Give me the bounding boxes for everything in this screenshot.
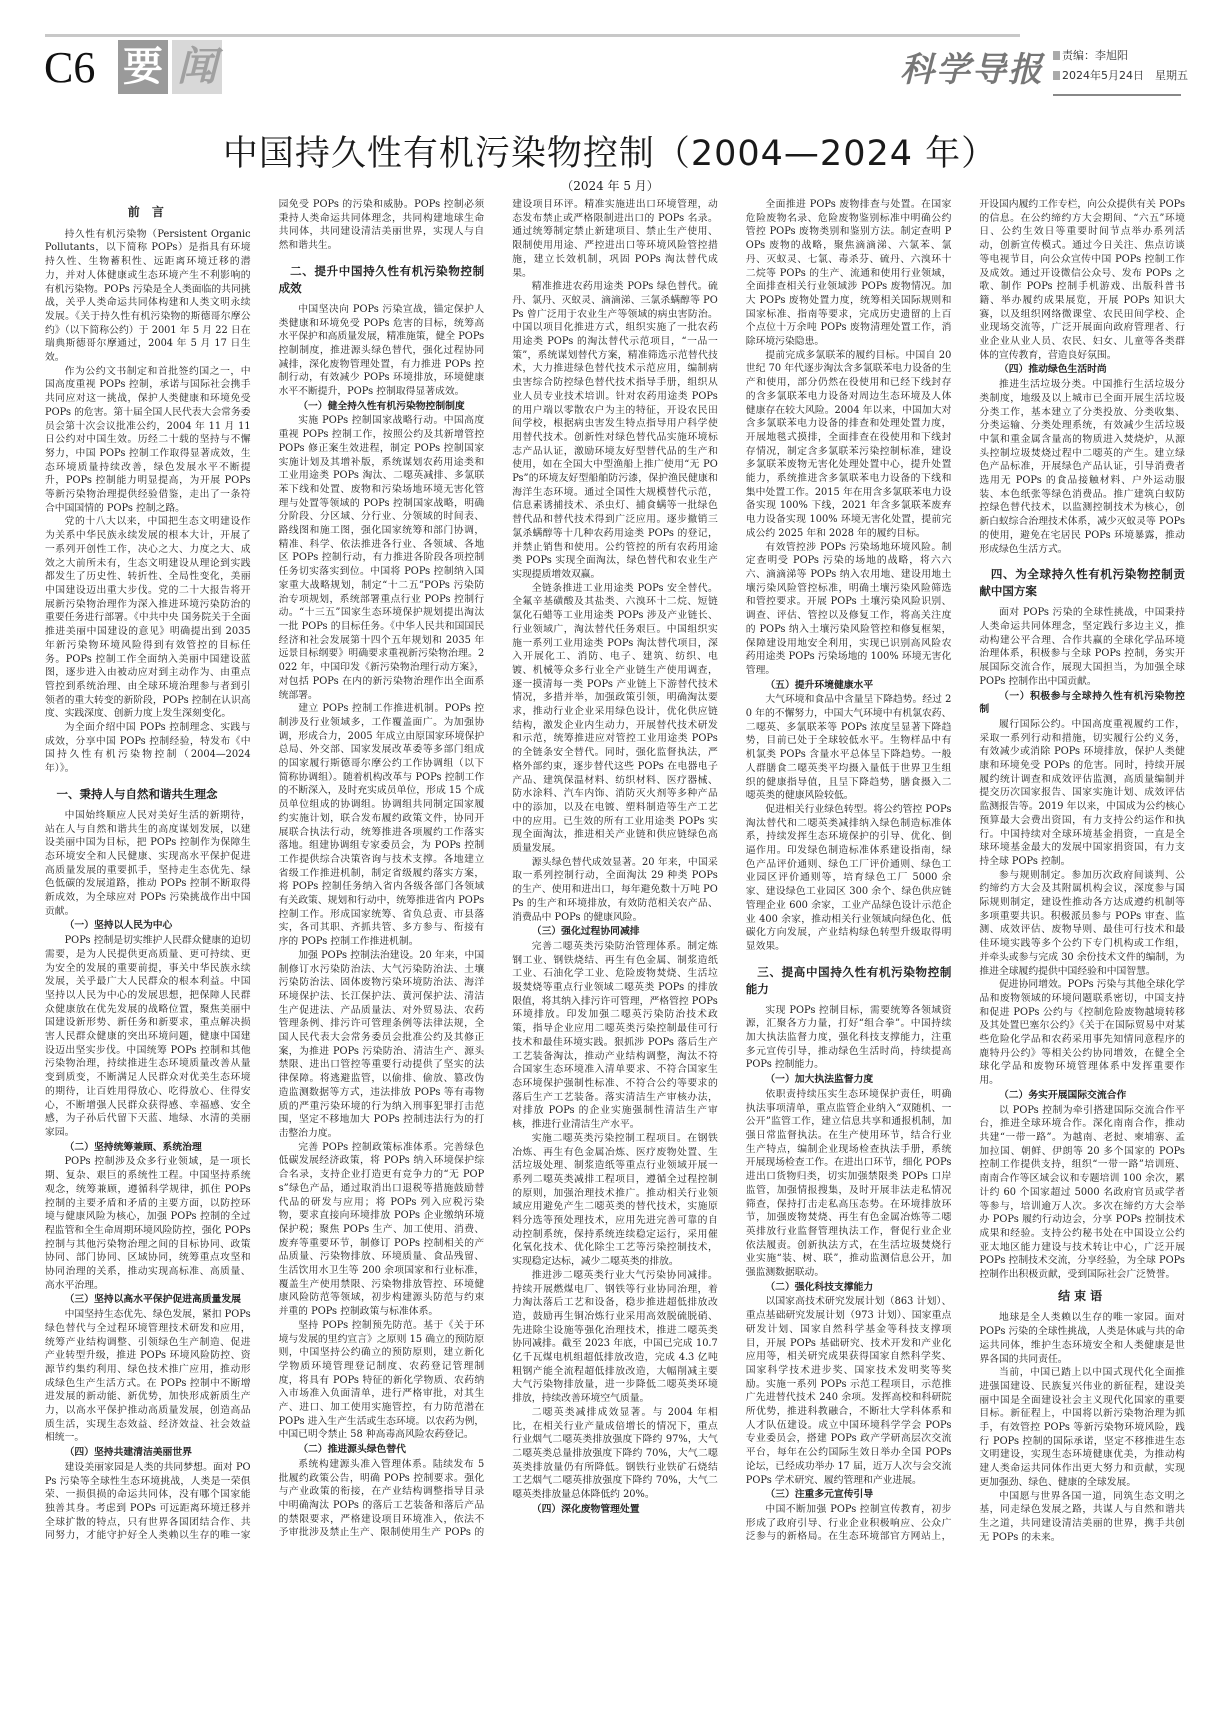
subsection-heading: （二）强化科技支撑能力 bbox=[765, 1281, 874, 1293]
header-rule bbox=[45, 34, 1020, 37]
subsection-heading: （二）推进源头绿色替代 bbox=[298, 1444, 406, 1456]
section-heading: 二、提升中国持久性有机污染物控制成效 bbox=[278, 263, 485, 295]
paragraph: 为全面介绍中国 POPs 控制理念、实践与成效，分享中国 POPs 控制经验，特发布《中国持久性有机污染物控制（2004—2024 年）》。 bbox=[45, 722, 251, 775]
square-bullet-icon bbox=[1053, 71, 1060, 80]
subsection-heading: （二）务实开展国际交流合作 bbox=[998, 1089, 1127, 1101]
editor: 责编：李旭阳 bbox=[1062, 49, 1128, 62]
paragraph: 当前，中国已踏上以中国式现代化全面推进强国建设、民族复兴伟业的新征程，建设美丽中国是全面建设社会主义现代化国家的重要目标。新征程上，中国将以新污染物治理为抓手，有效管控 POPs 等新污染物环境风险，践行 POPs 控制的国际承诺，坚定不移推进生态文明建设，实现生态环境健康优美，为推动构建人类命运共同体作出更大努力和贡献，实现更加强劲、绿色、健康的全球发展。 bbox=[979, 1367, 1185, 1488]
paragraph: 党的十八大以来，中国把生态文明建设作为关系中华民族永续发展的根本大计，开展了一系列开创性工作，决心之大、力度之大、成效之大前所未有，生态文明建设从理论到实践都发生了历史性、转折性、全局性变化，美丽中国建设迈出重大步伐。党的二十大报告将开展新污染物治理作为深入推进环境污染防治的重要任务进行部署。《中共中央 国务院关于全面推进美丽中国建设的意见》明确提出到 2035 年新污染物环境风险得到有效管控的目标任务。POPs 控制工作全面纳入美丽中国建设蓝图，逐步进入由被动应对到主动作为、由重点管控到系统治理、由全球环境治理参与者到引领者的重大转变的新阶段，POPs 控制在认识高度、实践深度、创新力度上发生深刻变化。 bbox=[45, 516, 251, 720]
paragraph: 促进协同增效。POPs 污染与其他全球化学品和废物领域的环境问题联系密切，中国支持和促进 POPs 公约与《控制危险废物越境转移及其处置巴塞尔公约》《关于在国际贸易中对某些危险化学品和农药采用事先知情同意程序的鹿特丹公约》等相关公约协同增效，在健全全球化学品和废物环境管理体系中发挥重要作用。 bbox=[979, 979, 1185, 1087]
article-body bbox=[45, 198, 1185, 1544]
paragraph: 大气环境和食品中含量呈下降趋势。经过 20 年的不懈努力，中国大气环境中有机氯农药、二噁英、多氯联苯等 POPs 浓度呈显著下降趋势，目前已处于全球较低水平。生物样品中有机氯类 POPs 含量水平总体呈下降趋势。一般人群膳食二噁英类平均摄入量低于世界卫生组织的健康指导值，且呈下降趋势，膳食摄入二噁英类的健康风险较低。 bbox=[745, 694, 952, 802]
paragraph: 中国始终顺应人民对美好生活的新期待，站在人与自然和谐共生的高度谋划发展，以建设美丽中国为目标，把 POPs 控制作为保障生态环境安全和人民健康、实现高水平保护促进高质量发展的重要抓手，坚持走生态优先、绿色低碳的发展道路，推动 POPs 控制不断取得新成效，为全球应对 POPs 污染挑战作出中国贡献。 bbox=[45, 809, 251, 917]
paragraph: 二噁英类减排成效显著。与 2004 年相比，在相关行业产量成倍增长的情况下，重点行业烟气二噁英类排放强度下降约 97%，大气二噁英类总量排放强度下降约 70%，大气二噁英类排放量仍有所降低。钢铁行业铁矿石烧结工艺烟气二噁英排放强度下降约 70%，大气二噁英类排放量总体降低约 20%。 bbox=[512, 1406, 718, 1501]
paragraph: 全链条推进工业用途类 POPs 安全替代。全氟辛基磺酸及其盐类、六溴环十二烷、短链氯化石蜡等工业用途类 POPs 涉及产业链长、行业领域广，淘汰替代任务艰巨。中国组织实施一系列工业用途类 POPs 淘汰替代项目，深入开展化工、消防、电子、建筑、纺织、电镀、机械等众多行业全产业链生产使用调查，逐一摸清每一类 POPs 产业链上下游替代技术情况，多措并举，加强政策引领，明确淘汰要求，推动行业企业采用绿色设计，优化供应链结构，激发企业内生动力，开展替代技术研发和示范，统筹推进应对管控工业用途类 POPs 的全链条安全替代。同时，强化监督执法，严格外部约束，逐步替代这些 POPs 在电器电子产品、建筑保温材料、纺织材料、医疗器械、防水涂料、汽车内饰、消防灭火剂等多种产品中的添加，以及在电镀、塑料制造等生产工艺中的应用。已生效的所有工业用途类 POPs 实现全面淘汰，推进相关产业链和供应链绿色高质量发展。 bbox=[512, 582, 718, 855]
subsection-heading: （一）积极参与全球持久性有机污染物控制 bbox=[979, 690, 1185, 716]
paragraph: 实施 POPs 控制国家战略行动。中国高度重视 POPs 控制工作，按照公约及其新增管控 POPs 修正案生效进程，制定 POPs 控制国家实施计划及其增补版，系统谋划农药用途类和工业用途类 POPs 淘汰、二噁英减排、多氯联苯下线和处置、废物和污染场地环境无害化管理与处置等领域的 POPs 控制国家战略，明确分阶段、分区域、分行业、分领域的时间表、路线图和施工图，强化国家统筹和部门协调，精准、科学、依法推进各行业、各领域、各地区 POPs 控制行动，有力推进各阶段各项控制任务切实落实到位。中国将 POPs 控制纳入国家重大战略规划，制定“十二五”POPs 污染防治专项规划，系统部署重点行业 POPs 控制行动。“十三五”国家生态环境保护规划提出淘汰一批 POPs 的目标任务。《中华人民共和国国民经济和社会发展第十四个五年规划和 2035 年远景目标纲要》明确要求重视新污染物治理。2022 年，中国印发《新污染物治理行动方案》，对包括 POPs 在内的新污染物治理作出全面系统部署。 bbox=[278, 415, 485, 701]
paragraph: 有效管控涉 POPs 污染场地环境风险。制定查明受 POPs 污染的场地的战略，将六六六、滴滴涕等 POPs 纳入农用地、建设用地土壤污染风险管控标准，明确土壤污染风险筛选和管控要求。开展 POPs 土壤污染风险识别、调查、评估、管控以及修复工作，将高关注度的 POPs 纳入土壤污染风险管控和修复框架，保障建设用地安全利用，实现已识别高风险农药用途类 POPs 污染场地的 100% 环境无害化管理。 bbox=[745, 541, 952, 676]
subsection-heading: （一）健全持久性有机污染物控制制度 bbox=[298, 400, 465, 412]
paragraph: 持久性有机污染物（Persistent Organic Pollutants，以下简称 POPs）是指具有环境持久性、生物蓄积性、远距离环境迁移的潜力，并对人体健康或生态环境产生不利影响的有机污染物。POPs 污染是全人类面临的共同挑战，关乎人类命运共同体构建和人类文明永续发展。《关于持久性有机污染物的斯德哥尔摩公约》（以下简称公约）于 2001 年 5 月 22 日在瑞典斯德哥尔摩通过，2004 年 5 月 17 日生效。 bbox=[45, 228, 251, 364]
paragraph: 建设美丽家园是人类的共同梦想。面对 POPs 污染等全球性生态环境挑战，人类是一荣俱荣、一损俱损的命运共同体，没有哪个国家能独善其身。考虑到 POPs 可远距离环境迁移并全球扩散的特点，只有世界各国团结合作、共同努力，才能守护好全人类赖以生存的唯一家园免受 POPs 的污染和威胁。POPs 控制必须秉持人类命运共同体理念，共同构建地球生命共同体，共同建设清洁美丽世界，实现人与自然和谐共生。 bbox=[45, 199, 485, 1542]
subsection-heading: （四）坚持共建清洁美丽世界 bbox=[64, 1447, 192, 1459]
square-bullet-icon bbox=[1053, 51, 1060, 60]
paragraph: POPs 控制是切实维护人民群众健康的迫切需要，是为人民提供更高质量、更可持续、更为安全的发展的重要前提，事关中华民族永续发展，关乎最广大人民群众的根本利益。中国坚持以人民为中心的发展思想，把保障人民群众健康放在优先发展的战略位置，聚焦美丽中国建设新形势、新任务和新要求，重点解决损害人民群众健康的突出环境问题，健康中国建设迈出坚实步伐。中国统筹 POPs 控制和其他污染物治理，持续推进生态环境质量改善从量变到质变，不断满足人民群众对优美生态环境的期待，让百姓用得放心、吃得放心、住得安心，不断增强人民群众获得感、幸福感、安全感，为子孙后代留下天蓝、地绿、水清的美丽家园。 bbox=[45, 935, 251, 1138]
paragraph: 建立 POPs 控制工作推进机制。POPs 控制涉及行业领域多，工作覆盖面广。为加强协调，形成合力，2005 年成立由原国家环境保护总局、外交部、国家发展改革委等多部门组成的国家履行斯德哥尔摩公约工作协调组（以下简称协调组）。随着机构改革与 POPs 控制工作的不断深入，及时充实成员单位，形成 15 个成员单位组成的协调组。协调组共同制定国家履约实施计划，联合发布履约政策文件，协同开展联合执法行动，统筹推进各项履约工作落实落地。组建协调组专家委员会，为 POPs 控制工作提供综合决策咨询与技术支撑。各地建立省级工作推进机制，制定省级履约落实方案，将 POPs 控制任务纳入省内各级各部门各领域有关政策、规划和行动中，统筹推进省内 POPs 控制工作。形成国家统筹、省负总责、市县落实，各司其职、齐抓共管、多方参与、衔接有序的 POPs 控制工作推进机制。 bbox=[278, 703, 485, 948]
paragraph: 履行国际公约。中国高度重视履约工作，采取一系列行动和措施，切实履行公约义务，有效减少或消除 POPs 环境排放，保护人类健康和环境免受 POPs 的危害。同时，持续开展履约统计调查和成效评估监测，高质量编制并提交历次国家报告、国家实施计划、成效评估监测报告等。2019 年以来，中国成为公约核心预算最大会费出资国，有力支持公约运作和执行。中国持续对全球环境基金捐资，一直是全球环境基金最大的发展中国家捐资国，有力支持全球 POPs 控制。 bbox=[979, 718, 1185, 867]
article-date: （2024 年 5 月） bbox=[561, 179, 659, 193]
subsection-heading: （三）坚持以高水平保护促进高质量发展 bbox=[64, 1294, 241, 1306]
subsection-heading: （四）深化废物管理处置 bbox=[531, 1503, 640, 1515]
paragraph: 坚持 POPs 控制预先防范。基于《关于环境与发展的里约宣言》之原则 15 确立的预防原则，中国坚持公约确立的预防原则，建立新化学物质环境管理登记制度、农药登记管理制度，将具有 POPs 特征的新化学物质、农药纳入市场准入负面清单，进行严格审批，对其生产、进口、加工使用实施管控，有力防范潜在 POPs 进入生产生活或生态环境。以农药为例，中国已明令禁止 58 种高毒高风险农药登记。 bbox=[278, 1319, 485, 1441]
paragraph: 作为公约文书制定和首批签约国之一，中国高度重视 POPs 控制，承诺与国际社会携手共同应对这一挑战，保护人类健康和环境免受 POPs 的危害。第十届全国人民代表大会常务委员会第十次会议批准公约，2004 年 11 月 11 日公约对中国生效。历经二十载的坚持与不懈努力，中国 POPs 控制工作取得显著成效，生态环境质量持续改善，绿色发展水平不断提升，POPs 控制能力明显提高，为开展 POPs 等新污染物治理提供经验借鉴，走出了一条符合中国国情的 POPs 控制之路。 bbox=[45, 365, 251, 514]
paragraph: 实现 POPs 控制目标，需要统筹各领域资源，汇聚各方力量，打好“组合拳”。中国持续加大执法监督力度，强化科技支撑能力，注重多元宣传引导，推动绿色生活时尚，持续提高 POPs 控制能力。 bbox=[745, 1004, 952, 1071]
subsection-heading: （一）坚持以人民为中心 bbox=[64, 920, 173, 932]
subsection-heading: （二）坚持统筹兼顾、系统治理 bbox=[64, 1141, 202, 1153]
paragraph: 推进涉二噁英类行业大气污染协同减排。持续开展燃煤电厂、钢铁等行业协同治理，着力淘汰落后工艺和设备，稳步推进超低排放改造，鼓励再生铜冶炼行业采用高效脱硫脱硝、先进除尘设施等强化治理技术，推进二噁英类协同减排。截至 2023 年底，中国已完成 10.7 亿千瓦煤电机组超低排放改造，完成 4.3 亿吨粗钢产能全流程超低排放改造，大幅削减主要大气污染物排放量，进一步降低二噁英类环境排放，持续改善环境空气质量。 bbox=[512, 1269, 718, 1405]
paragraph: 实施二噁英类污染控制工程项目。在钢铁冶炼、再生有色金属冶炼、医疗废物处置、生活垃圾处理、制浆造纸等重点行业领域开展一系列二噁英类减排工程项目，遵循全过程控制的原则，加强治理技术推广。推动相关行业领域应用避免产生二噁英类的替代技术，实施原料分选等预处理技术，应用先进完善可靠的自动控制系统，保持系统连续稳定运行，采用催化氧化技术、优化除尘工艺等污染控制技术，实现稳定达标，减少二噁英类的排放。 bbox=[512, 1132, 718, 1268]
masthead-meta bbox=[1053, 46, 1193, 86]
meta-rule bbox=[1053, 94, 1181, 96]
paragraph: 中国愿与世界各国一道，同筑生态文明之基，同走绿色发展之路，共谋人与自然和谐共生之道，共同建设清洁美丽的世界，携手共创无 POPs 的未来。 bbox=[979, 1490, 1185, 1543]
subsection-heading: （一）加大执法监督力度 bbox=[765, 1074, 874, 1086]
subsection-heading: （四）推动绿色生活时尚 bbox=[998, 364, 1107, 376]
paragraph: 源头绿色替代成效显著。20 年来，中国采取一系列控制行动，全面淘汰 29 种类 POPs 的生产、使用和进出口，每年避免数十万吨 POPs 的生产和环境排放，有效防范相关农产品、消费品中 POPs 的健康风险。 bbox=[512, 856, 718, 923]
section-heading: 四、为全球持久性有机污染物控制贡献中国方案 bbox=[979, 567, 1185, 599]
paragraph: 提前完成多氯联苯的履约目标。中国自 20 世纪 70 年代逐步淘汰含多氯联苯电力设备的生产和使用，部分仍然在役使用和已经下线封存的含多氯联苯电力设备对周边生态环境及人体健康存在较大风险。2004 年以来，中国加大对含多氯联苯电力设备的排查和处理处置力度，开展地毯式摸排，全面排查在役使用和下线封存情况，制定含多氯联苯污染控制标准，建设多氯联苯废物无害化处理处置中心，提升处置能力，系统推进含多氯联苯电力设备的下线和集中处置工作。2015 年在用含多氯联苯电力设备实现 100% 下线，2021 年含多氯联苯废弃电力设备实现 100% 环境无害化处置，提前完成公约 2025 年和 2028 年的履约目标。 bbox=[745, 349, 952, 539]
paragraph: 完善二噁英类污染防治管理体系。制定炼钢工业、钢铁烧结、再生有色金属、制浆造纸工业、石油化学工业、危险废物焚烧、生活垃圾焚烧等重点行业领域二噁英类 POPs 的排放限值，将其纳入排污许可管理，严格管控 POPs 环境排放。印发加强二噁英污染防治技术政策，指导企业应用二噁英类污染控制最佳可行技术和最佳环境实践。狠抓涉 POPs 落后生产工艺装备淘汰，推动产业结构调整，淘汰不符合国家生态环境准入清单要求、不符合国家生态环境保护强制性标准、不符合公约等要求的落后生产工艺装备。落实清洁生产审核办法，对排放 POPs 的企业实施强制性清洁生产审核，推进行业清洁生产水平。 bbox=[512, 940, 718, 1131]
newspaper-logo: 科学导报 bbox=[900, 50, 1044, 90]
paragraph: 中国坚持生态优先、绿色发展，紧扣 POPs 绿色替代与全过程环境管理技术研发和应用，统筹产业结构调整、引领绿色生产制造、促进产业转型升级，推进 POPs 环境风险防控、资源节约集约利用、绿色技术推广应用，推动形成绿色生产生活方式。在 POPs 控制中不断增进发展的新动能、新优势，加快形成新质生产力，以高水平保护推动高质量发展，创造高品质生活，实现生态效益、经济效益、社会效益相统一。 bbox=[45, 1309, 251, 1444]
subsection-heading: （三）强化过程协同减排 bbox=[531, 926, 640, 938]
section-heading: 结束语 bbox=[1058, 1288, 1107, 1303]
paragraph: 参与规则制定。参加历次政府间谈判、公约缔约方大会及其附属机构会议，深度参与国际规则制定，建设性推动各方达成遵约机制等多项重要共识。积极派员参与 POPs 审查、监测、成效评估、废物导则、最佳可行技术和最佳环境实践等多个公约下专门机构或工作组，并牵头或参与完成 30 余份技术文件的编制，为推进全球履约提供中国经验和中国智慧。 bbox=[979, 869, 1185, 977]
paragraph: 精准推进农药用途类 POPs 绿色替代。硫丹、氯丹、灭蚁灵、滴滴涕、三氯杀螨醇等 POPs 曾广泛用于农业生产等领域的病虫害防治。中国以项目化推进方式，组织实施了一批农药用途类 POPs 的淘汰替代示范项目，“一品一策”，系统谋划替代方案，精准筛选示范替代技术，大力推进绿色替代技术示范应用，编制病虫害综合防控绿色替代技术指导手册，组织从业人员专业技术培训。针对农药用途类 POPs 的用户端以零散农户为主的特征，开设农民田间学校，根据病虫害发生特点指导用户科学使用替代技术。创新性对绿色替代品实施环境标志产品认证，激励环境友好型替代品的生产和使用，如在全国大中型渔船上推广使用“无 POPs”的环境友好型船舶防污漆，保护渔民健康和海洋生态环境。通过全国性大规模替代示范，信息素诱捕技术、杀虫灯、捕食螨等一批绿色替代品和替代技术得到广泛应用。逐步撤销三氯杀螨醇等十几种农药用途类 POPs 的登记，并禁止销售和使用。公约管控的所有农药用途类 POPs 实现全面淘汰，绿色替代和农业生产实现提质增效双赢。 bbox=[512, 281, 718, 580]
section-label bbox=[118, 40, 222, 94]
section-char-2: 闻 bbox=[172, 40, 222, 94]
paragraph: 中国不断加强 POPs 控制宣传教育，初步形成了政府引导、行业企业积极响应、公众广泛参与的新格局。在生态环境部官方网站上，开设国内履约工作专栏，向公众提供有关 POPs 的信息。在公约缔约方大会期间、“六五”环境日、公约生效日等重要时间节点举办系列活动，创新宣传模式。通过今日关注、焦点访谈等电视节目，向公众宣传中国 POPs 控制工作及成效。通过开设微信公众号、发布 POPs 之歌、制作 POPs 控制手机游戏、出版科普书籍、举办履约成果展览，开展 POPs 知识大赛，以及组织网络微课堂、农民田间学校、企业现场交流等，广泛开展面向政府管理者、行业企业从业人员、农民、妇女、儿童等各类群体的宣传教育，营造良好氛围。 bbox=[745, 199, 1185, 1543]
paragraph: 加强 POPs 控制法治建设。20 年来，中国制修订水污染防治法、大气污染防治法、土壤污染防治法、固体废物污染环境防治法、海洋环境保护法、长江保护法、黄河保护法、清洁生产促进法、产品质量法、对外贸易法、农药管理条例、排污许可管理条例等法律法规，全国人民代表大会常务委员会批准公约及其修正案，为推进 POPs 污染防治、清洁生产、源头禁限、进出口管控等重要行动提供了坚实的法律保障。将逃避监管，以偷排、偷放、篡改伪造监测数据等方式，违法排放 POPs 等有毒物质的严重污染环境的行为纳入刑事犯罪打击范围，坚定不移地加大 POPs 控制违法行为的打击整治力度。 bbox=[278, 949, 485, 1139]
paragraph: 面对 POPs 污染的全球性挑战，中国秉持人类命运共同体理念，坚定践行多边主义，推动构建公平合理、合作共赢的全球化学品环境治理体系，积极参与全球 POPs 控制，务实开展国际交流合作，展现大国担当，为加强全球 POPs 控制作出中国贡献。 bbox=[979, 607, 1185, 687]
page-number: C6 bbox=[44, 43, 96, 92]
paragraph: 中国坚决向 POPs 污染宣战，锚定保护人类健康和环境免受 POPs 危害的目标，统筹高水平保护和高质量发展，精准施策，健全 POPs 控制制度，推进源头绿色替代，强化过程协同减排，深化废物管理处置，有力推进 POPs 控制行动，有效减少 POPs 环境排放，环境健康水平不断提升，POPs 控制取得显著成效。 bbox=[278, 303, 485, 398]
paragraph: 以 POPs 控制为牵引搭建国际交流合作平台，推进全球环境合作。深化南南合作，推动共建“一带一路”。为越南、老挝、柬埔寨、孟加拉国、朝鲜、伊朗等 20 多个国家的 POPs 控制工作提供支持，组织“一带一路”培训班、南南合作等区域会议和专题培训 100 余次，累计约 60 个国家超过 5000 名政府官员或学者等参与，培训逾万人次。多次在缔约方大会举办 POPs 履约行动边会，分享 POPs 控制技术成果和经验。支持公约秘书处在中国设立公约亚太地区能力建设与技术转让中心，广泛开展 POPs 控制技术交流，分享经验，为全球 POPs 控制作出积极贡献，受到国际社会广泛赞誉。 bbox=[979, 1104, 1185, 1281]
subsection-heading: （五）提升环境健康水平 bbox=[765, 679, 874, 691]
paragraph: 推进生活垃圾分类。中国推行生活垃圾分类制度，地级及以上城市已全面开展生活垃圾分类工作，基本建立了分类投放、分类收集、分类运输、分类处理系统，有效减少生活垃圾中氯和重金属含量高的物质进入焚烧炉，从源头控制垃圾焚烧过程中二噁英的产生。建立绿色产品标准，开展绿色产品认证，引导消费者选用无 POPs 的食品接触材料、户外运动服装、本色纸张等绿色消费品。推广建筑白蚁防控绿色替代技术，以监测控制技术为核心，创新白蚁综合治理技术体系，减少灭蚁灵等 POPs 的使用，避免在宅居民 POPs 环境暴露，推动形成绿色生活方式。 bbox=[979, 379, 1185, 555]
paragraph: 依职责持续压实生态环境保护责任，明确执法事项清单，重点监管企业纳入“双随机、一公开”监管工作，建立信息共享和通报机制，加强日常监督执法。在生产使用环节，结合行业生产特点，编制企业现场检查执法手册，系统开展现场检查工作。在进出口环节，细化 POPs 进出口货物归类，切实加强禁限类 POPs 口岸监管，加强情报搜集，及时开展非法走私情况筛查，保持打击走私高压态势。在环境排放环节，加强废物焚烧、再生有色金属冶炼等二噁英排放行业监督管理执法工作，督促行业企业依法履责。创新执法方式，在生活垃圾焚烧行业实施“装、树、联”，推动监测信息公开，加强监测数据联动。 bbox=[745, 1088, 952, 1279]
paragraph: POPs 控制涉及众多行业领域，是一项长期、复杂、艰巨的系统性工程。中国坚持系统观念，统筹兼顾，遵循科学规律，抓住 POPs 控制的主要矛盾和矛盾的主要方面，以防控环境与健康风险为核心，加强 POPs 控制的全过程监管和全生命周期环境风险防控，强化 POPs 控制与其他污染物治理之间的目标协同、政策协同、部门协同、区域协同，统筹重点攻坚和协同治理的关系，推动实现高标准、高质量、高水平治理。 bbox=[45, 1156, 251, 1291]
section-heading: 三、提高中国持久性有机污染物控制能力 bbox=[745, 964, 952, 996]
paragraph: 系统构建源头准入管理体系。陆续发布 5 批履约政策公告，明确 POPs 控制要求。强化与产业政策的衔接，在产业结构调整指导目录中明确淘汰 POPs 的落后工艺装备和落后产品的禁限要求，严格建设项目环境准入，依法不予审批涉及禁止生产、限制使用生产 POPs 的建设项目环评。精准实施进出口环境管理，动态发布禁止或严格限制进出口的 POPs 名录。通过统筹制定禁止新建项目、禁止生产使用、限制使用用途、严控进出口等环境风险管控措施，建立长效机制，巩固 POPs 淘汰替代成果。 bbox=[278, 199, 718, 1539]
paragraph: 以国家高技术研究发展计划（863 计划）、重点基础研究发展计划（973 计划）、国家重点研发计划、国家自然科学基金等科技支撑项目，开展 POPs 基础研究、技术开发和产业化应用等，相关研究成果获得国家自然科学奖、国家科学技术进步奖、国家技术发明奖等奖励。实施一系列 POPs 示范工程项目，示范推广先进替代技术 240 余项。发挥高校和科研院所优势，推进科教融合，不断壮大学科体系和人才队伍建设。成立中国环境科学学会 POPs 专业委员会，搭建 POPs 政产学研高层次交流平台，每年在公约国际生效日举办全国 POPs 论坛，已经成功举办 17 届，近万人次与会交流 POPs 学术研究、履约管理和产业进展。 bbox=[745, 1296, 952, 1486]
paragraph: 全面推进 POPs 废物排查与处置。在国家危险废物名录、危险废物鉴别标准中明确公约管控 POPs 废物类别和鉴别方法。制定查明 POPs 废物的战略，聚焦滴滴涕、六氯苯、氯丹、灭蚁灵、七氯、毒杀芬、硫丹、六溴环十二烷等 POPs 的生产、流通和使用行业领域，全面排查相关行业领域涉 POPs 废物情况。加大 POPs 废物处置力度，统筹相关国际规则和国家标准、指南等要求，完成历史遗留的上百个点位十万余吨 POPs 废物清理处置工作，消除环境污染隐患。 bbox=[745, 199, 952, 348]
paragraph: 地球是全人类赖以生存的唯一家园。面对 POPs 污染的全球性挑战，人类是休戚与共的命运共同体，维护生态环境安全和人类健康是世界各国的共同责任。 bbox=[979, 1312, 1185, 1365]
paragraph: 完善 POPs 控制政策标准体系。完善绿色低碳发展经济政策，将 POPs 纳入环境保护综合名录，支持企业打造更有竞争力的“无 POPs”绿色产品，通过取消出口退税等措施鼓励替代品的研发与应用；将 POPs 列入应税污染物，要求直接向环境排放 POPs 企业缴纳环境保护税；聚焦 POPs 生产、加工使用、消费、废弃等重要环节，制修订 POPs 控制相关的产品质量、污染物排放、环境质量、食品残留、生活饮用水卫生等 200 余项国家和行业标准，覆盖生产使用禁限、污染物排放管控、环境健康风险防范等领域，初步构建源头防范与约束并重的 POPs 控制政策与标准体系。 bbox=[278, 1141, 485, 1318]
issue-date: 2024年5月24日 星期五 bbox=[1062, 69, 1188, 82]
subsection-heading: （三）注重多元宣传引导 bbox=[765, 1489, 874, 1501]
article-title: 中国持久性有机污染物控制（2004—2024 年） bbox=[222, 134, 998, 174]
section-char-1: 要 bbox=[118, 40, 168, 94]
section-heading: 前 言 bbox=[127, 205, 168, 219]
paragraph: 促进相关行业绿色转型。将公约管控 POPs 淘汰替代和二噁英类减排纳入绿色制造标准体系，持续发挥生态环境保护的引导、优化、倒逼作用。印发绿色制造标准体系建设指南，绿色产品评价通则、绿色工厂评价通则、绿色工业园区评价通则等，培育绿色工厂 5000 余家、建设绿色工业园区 300 余个、绿色供应链管理企业 600 余家，工业产品绿色设计示范企业 400 余家，推动相关行业领域向绿色化、低碳化方向发展，产业结构绿色转型升级取得明显效果。 bbox=[745, 803, 952, 952]
section-heading: 一、秉持人与自然和谐共生理念 bbox=[56, 786, 218, 801]
